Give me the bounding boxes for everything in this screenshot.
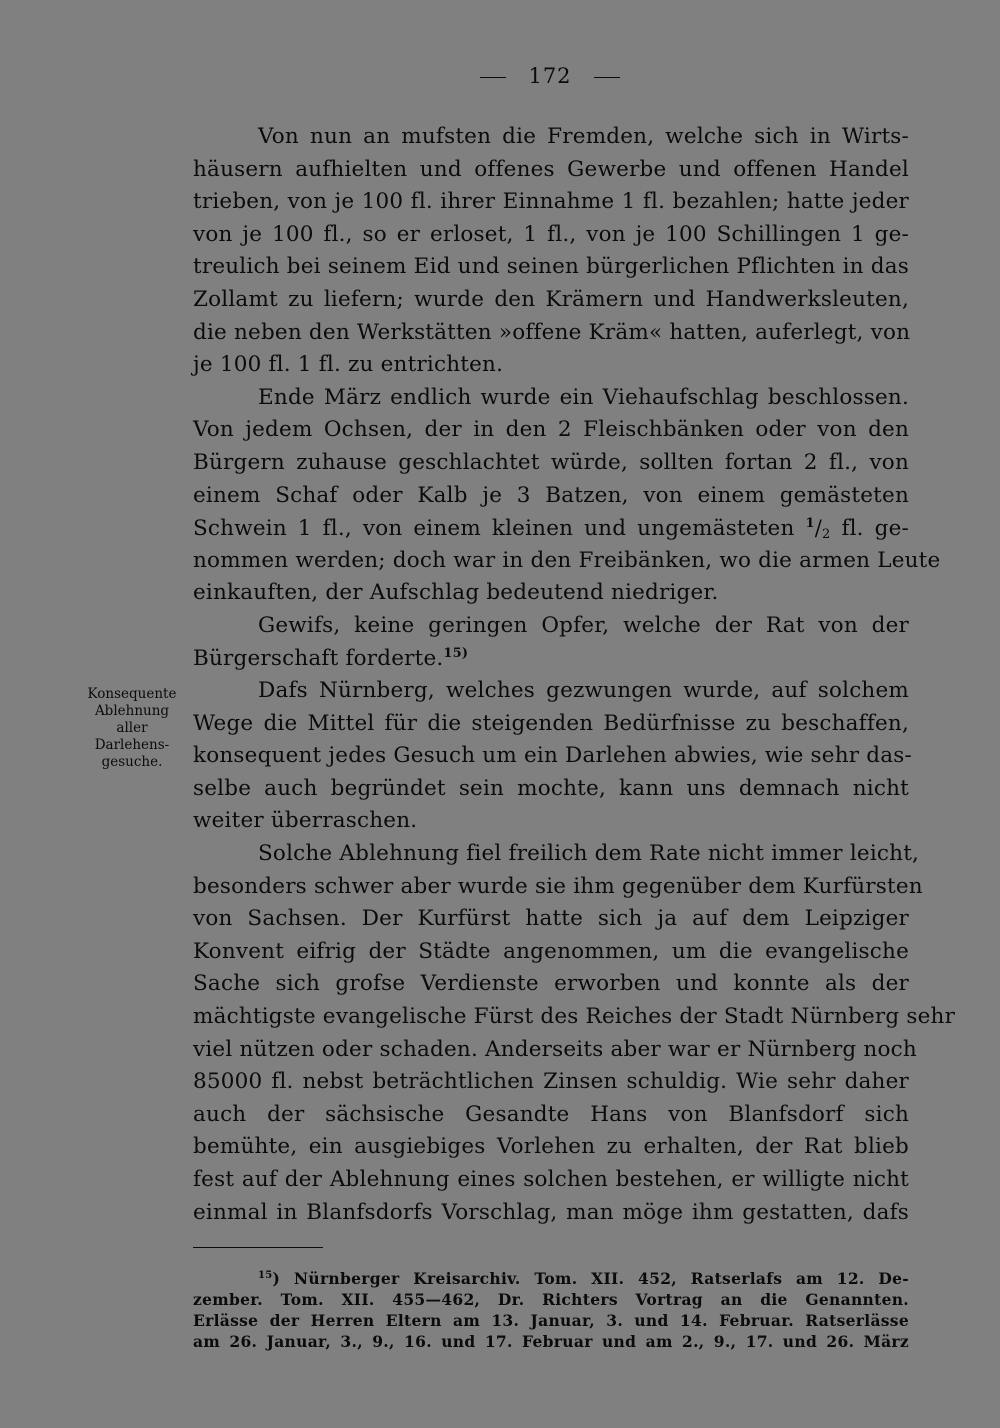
- text-line: bemühte, ein ausgiebiges Vorlehen zu erhalten, der Rat blieb: [193, 1134, 909, 1160]
- text-line: einmal in Blanfsdorfs Vorschlag, man möge ihm gestatten, dafs: [193, 1199, 909, 1225]
- text-line: einem Schaf oder Kalb je 3 Batzen, von einem gemästeten: [193, 482, 909, 508]
- text-line: die neben den Werkstätten »offene Kräm« hatten, auferlegt, von: [193, 319, 911, 345]
- text-line: viel nützen oder schaden. Anderseits aber war er Nürnberg noch: [193, 1036, 917, 1062]
- margin-note-line: aller: [116, 720, 148, 736]
- text-line: Von jedem Ochsen, der in den 2 Fleischbänken oder von den: [193, 417, 909, 443]
- text-segment: Schwein 1 fl., von einem kleinen und ungemästeten: [193, 516, 795, 542]
- page-header: [50, 64, 1000, 88]
- text-line: je 100 fl. 1 fl. zu entrichten.: [193, 352, 504, 378]
- fraction-one-half: $^1/_2$: [805, 516, 831, 543]
- text-line: Bürgern zuhause geschlachtet würde, sollten fortan 2 fl., von: [193, 449, 909, 475]
- text-segment: Bürgerschaft forderte.: [193, 645, 444, 671]
- text-segment: fl. ge-: [841, 516, 909, 542]
- text-line: Gewifs, keine geringen Opfer, welche der Rat von der: [258, 612, 909, 638]
- header-dash-right: [594, 77, 620, 78]
- footnote-line: am 26. Januar, 3., 9., 16. und 17. Februar und am 2., 9., 17. und 26. März: [193, 1332, 909, 1351]
- footnote-reference: 15): [443, 645, 469, 661]
- fraction-numerator: 1: [805, 516, 815, 532]
- footnote-line: zember. Tom. XII. 455—462, Dr. Richters Vortrag an die Genannten.: [193, 1290, 909, 1309]
- margin-note-line: Ablehnung: [94, 703, 170, 719]
- text-line: einkauften, der Aufschlag bedeutend niedriger.: [193, 580, 719, 606]
- page-number: 172: [528, 64, 572, 88]
- footnote-line: Erlässe der Herren Eltern am 13. Januar, 3. und 14. Februar. Ratserlässe: [193, 1311, 909, 1330]
- header-dash-left: [480, 77, 506, 78]
- margin-note-line: gesuche.: [101, 754, 163, 770]
- text-line-with-fraction: [193, 512, 909, 545]
- text-line: besonders schwer aber wurde sie ihm gegenüber dem Kurfürsten: [193, 873, 923, 899]
- footnote-marker: 15: [258, 1270, 273, 1281]
- footnote-line: [193, 1268, 909, 1289]
- footnote-text: ) Nürnberger Kreisarchiv. Tom. XII. 452, Ratserlafs am 12. De-: [272, 1269, 909, 1288]
- text-line: 85000 fl. nebst beträchtlichen Zinsen schuldig. Wie sehr daher: [193, 1069, 909, 1095]
- text-line: Konvent eifrig der Städte angenommen, um die evangelische: [193, 938, 909, 964]
- text-line: mächtigste evangelische Fürst des Reiches der Stadt Nürnberg sehr: [193, 1004, 956, 1030]
- footnotes: [193, 1268, 909, 1352]
- text-line: Zollamt zu liefern; wurde den Krämern und Handwerksleuten,: [193, 286, 909, 312]
- text-line-with-footnote: [193, 643, 909, 676]
- text-line: Dafs Nürnberg, welches gezwungen wurde, auf solchem: [258, 678, 909, 704]
- body-text: [193, 121, 956, 1229]
- text-line: von Sachsen. Der Kurfürst hatte sich ja auf dem Leipziger: [193, 906, 909, 932]
- text-line: häusern aufhielten und offenes Gewerbe und offenen Handel: [193, 156, 909, 182]
- text-line: von je 100 fl., so er erloset, 1 fl., von je 100 Schillingen 1 ge-: [193, 221, 909, 247]
- footnote-separator: [193, 1247, 323, 1248]
- text-line: selbe auch begründet sein mochte, kann uns demnach nicht: [193, 775, 909, 801]
- text-line: auch der sächsische Gesandte Hans von Blanfsdorf sich: [193, 1101, 909, 1127]
- text-line: treulich bei seinem Eid und seinen bürgerlichen Pflichten in das: [193, 254, 909, 280]
- text-line: Wege die Mittel für die steigenden Bedürfnisse zu beschaffen,: [193, 710, 909, 736]
- text-line: Solche Ablehnung fiel freilich dem Rate nicht immer leicht,: [258, 841, 920, 867]
- margin-note-line: Darlehens-: [94, 737, 170, 753]
- text-line: fest auf der Ablehnung eines solchen bestehen, er willigte nicht: [193, 1167, 909, 1192]
- text-line: konsequent jedes Gesuch um ein Darlehen abwies, wie sehr das-: [193, 743, 912, 769]
- margin-note: [72, 686, 192, 771]
- text-line: trieben, von je 100 fl. ihrer Einnahme 1 fl. bezahlen; hatte jeder: [193, 189, 909, 215]
- text-line: nommen werden; doch war in den Freibänken, wo die armen Leute: [193, 547, 941, 573]
- text-line: weiter überraschen.: [193, 808, 418, 834]
- text-line: Ende März endlich wurde ein Viehaufschlag beschlossen.: [258, 384, 909, 410]
- margin-note-line: Konsequente: [87, 686, 177, 702]
- text-line: Sache sich grofse Verdienste erworben und konnte als der: [193, 971, 909, 997]
- text-line: Von nun an mufsten die Fremden, welche sich in Wirts-: [258, 124, 909, 149]
- fraction-denominator: 2: [822, 527, 831, 543]
